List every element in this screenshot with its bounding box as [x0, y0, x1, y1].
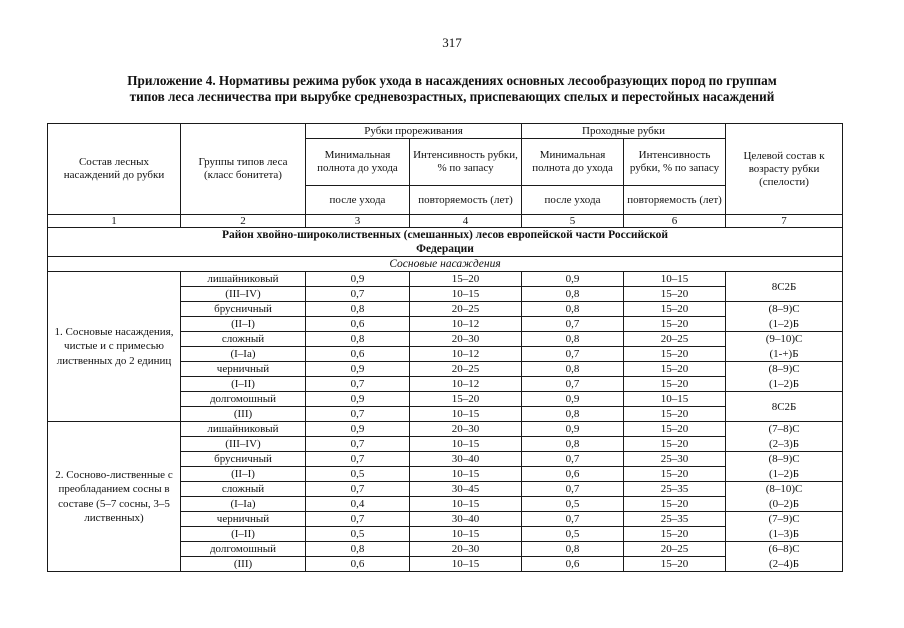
- value-cell: 0,7: [306, 287, 410, 302]
- value-cell: 15–20: [624, 302, 726, 317]
- value-cell: 10–12: [410, 347, 522, 362]
- value-cell: 0,6: [306, 317, 410, 332]
- target-composition: (1–3)Б: [726, 527, 843, 542]
- value-cell: 0,6: [306, 557, 410, 572]
- table-row: [48, 272, 843, 287]
- forest-type-name: долгомошный: [181, 392, 306, 407]
- value-cell: 0,6: [522, 557, 624, 572]
- forest-type-name: лишайниковый: [181, 272, 306, 287]
- value-cell: 15–20: [624, 407, 726, 422]
- value-cell: 15–20: [624, 422, 726, 437]
- value-cell: 0,7: [306, 437, 410, 452]
- header-after-care-thinning: после ухода: [306, 186, 410, 215]
- column-number: 5: [522, 215, 624, 228]
- region-heading: Район хвойно-широколиственных (смешанных) лесов европейской части Российской Федерации: [48, 228, 843, 257]
- value-cell: 10–15: [624, 392, 726, 407]
- target-composition: 8С2Б: [726, 272, 843, 302]
- value-cell: 15–20: [624, 527, 726, 542]
- forest-type-name: лишайниковый: [181, 422, 306, 437]
- value-cell: 10–15: [410, 287, 522, 302]
- title-line-1: Приложение 4. Нормативы режима рубок ухода в насаждениях основных лесообразующих пород по группам: [127, 73, 777, 88]
- value-cell: 0,7: [522, 377, 624, 392]
- value-cell: 15–20: [624, 377, 726, 392]
- column-number: 7: [726, 215, 843, 228]
- target-composition: (1–2)Б: [726, 377, 843, 392]
- page-number: 317: [442, 35, 462, 50]
- value-cell: 0,7: [522, 512, 624, 527]
- value-cell: 20–25: [410, 302, 522, 317]
- value-cell: 0,7: [522, 482, 624, 497]
- value-cell: 0,9: [306, 362, 410, 377]
- target-composition: (1-+)Б: [726, 347, 843, 362]
- subregion-heading: Сосновые насаждения: [48, 257, 843, 272]
- forest-type-name: черничный: [181, 362, 306, 377]
- value-cell: 0,9: [306, 272, 410, 287]
- value-cell: 10–15: [410, 497, 522, 512]
- bonitet-class: (I–Iа): [181, 347, 306, 362]
- value-cell: 10–15: [410, 407, 522, 422]
- value-cell: 0,7: [306, 407, 410, 422]
- value-cell: 15–20: [410, 272, 522, 287]
- header-passing: Проходные рубки: [522, 124, 726, 139]
- value-cell: 0,8: [306, 542, 410, 557]
- value-cell: 20–30: [410, 422, 522, 437]
- value-cell: 10–15: [410, 467, 522, 482]
- target-composition: (2–4)Б: [726, 557, 843, 572]
- bonitet-class: (I–II): [181, 527, 306, 542]
- header-min-density-thinning: Минимальная полнота до ухода: [306, 139, 410, 186]
- value-cell: 0,8: [522, 287, 624, 302]
- value-cell: 15–20: [624, 347, 726, 362]
- bonitet-class: (I–II): [181, 377, 306, 392]
- value-cell: 0,7: [522, 452, 624, 467]
- value-cell: 0,6: [522, 467, 624, 482]
- column-number: 4: [410, 215, 522, 228]
- value-cell: 10–15: [410, 437, 522, 452]
- header-forest-types: Группы типов леса (класс бонитета): [181, 124, 306, 215]
- value-cell: 0,5: [522, 497, 624, 512]
- document-title: [40, 73, 864, 105]
- value-cell: 0,5: [522, 527, 624, 542]
- value-cell: 20–30: [410, 332, 522, 347]
- value-cell: 0,6: [306, 347, 410, 362]
- norms-table: [47, 123, 843, 572]
- group-name-cell: 1. Сосновые насаждения, чистые и с примесью лиственных до 2 единиц: [48, 272, 181, 422]
- value-cell: 30–40: [410, 512, 522, 527]
- value-cell: 20–25: [624, 332, 726, 347]
- bonitet-class: (II–I): [181, 467, 306, 482]
- value-cell: 0,7: [522, 317, 624, 332]
- value-cell: 0,9: [306, 392, 410, 407]
- value-cell: 0,9: [522, 422, 624, 437]
- value-cell: 10–12: [410, 377, 522, 392]
- value-cell: 0,7: [306, 482, 410, 497]
- value-cell: 0,8: [522, 407, 624, 422]
- header-repeat-passing: повторяемость (лет): [624, 186, 726, 215]
- value-cell: 0,8: [306, 302, 410, 317]
- value-cell: 30–40: [410, 452, 522, 467]
- bonitet-class: (III): [181, 557, 306, 572]
- bonitet-class: (III–IV): [181, 287, 306, 302]
- forest-type-name: сложный: [181, 332, 306, 347]
- value-cell: 0,8: [522, 437, 624, 452]
- column-number: 3: [306, 215, 410, 228]
- value-cell: 0,5: [306, 467, 410, 482]
- column-number: 6: [624, 215, 726, 228]
- value-cell: 0,9: [306, 422, 410, 437]
- value-cell: 15–20: [624, 362, 726, 377]
- target-composition: (7–9)С: [726, 512, 843, 527]
- target-composition: (7–8)С: [726, 422, 843, 437]
- value-cell: 0,8: [306, 332, 410, 347]
- header-after-care-passing: после ухода: [522, 186, 624, 215]
- forest-type-name: долгомошный: [181, 542, 306, 557]
- value-cell: 25–35: [624, 482, 726, 497]
- value-cell: 0,7: [306, 512, 410, 527]
- value-cell: 10–15: [410, 557, 522, 572]
- title-line-2: типов леса лесничества при вырубке средневозрастных, приспевающих спелых и перестойных насаждений: [129, 89, 775, 104]
- header-composition: Состав лесных насаждений до рубки: [48, 124, 181, 215]
- target-composition: (8–9)С: [726, 452, 843, 467]
- value-cell: 10–12: [410, 317, 522, 332]
- value-cell: 0,7: [306, 452, 410, 467]
- value-cell: 0,8: [522, 362, 624, 377]
- target-composition: (8–10)С: [726, 482, 843, 497]
- target-composition: (9–10)С: [726, 332, 843, 347]
- group-name-cell: 2. Сосново-лиственные с преобладанием сосны в составе (5–7 сосны, 3–5 лиственных): [48, 422, 181, 572]
- target-composition: (0–2)Б: [726, 497, 843, 512]
- value-cell: 0,8: [522, 542, 624, 557]
- bonitet-class: (I–Iа): [181, 497, 306, 512]
- target-composition: 8С2Б: [726, 392, 843, 422]
- bonitet-class: (II–I): [181, 317, 306, 332]
- forest-type-name: черничный: [181, 512, 306, 527]
- column-number: 2: [181, 215, 306, 228]
- table-row: [48, 422, 843, 437]
- bonitet-class: (III): [181, 407, 306, 422]
- forest-type-name: сложный: [181, 482, 306, 497]
- header-min-density-passing: Минимальная полнота до ухода: [522, 139, 624, 186]
- value-cell: 15–20: [624, 557, 726, 572]
- header-intensity-passing: Интенсивность рубки, % по запасу: [624, 139, 726, 186]
- value-cell: 15–20: [410, 392, 522, 407]
- target-composition: (6–8)С: [726, 542, 843, 557]
- bonitet-class: (III–IV): [181, 437, 306, 452]
- target-composition: (1–2)Б: [726, 317, 843, 332]
- value-cell: 0,5: [306, 527, 410, 542]
- value-cell: 15–20: [624, 437, 726, 452]
- value-cell: 15–20: [624, 467, 726, 482]
- forest-type-name: брусничный: [181, 452, 306, 467]
- value-cell: 0,7: [306, 377, 410, 392]
- target-composition: (8–9)С: [726, 362, 843, 377]
- value-cell: 15–20: [624, 497, 726, 512]
- column-number: 1: [48, 215, 181, 228]
- header-target-composition: Целевой состав к возрасту рубки (спелости): [726, 124, 843, 215]
- value-cell: 0,9: [522, 392, 624, 407]
- target-composition: (8–9)С: [726, 302, 843, 317]
- value-cell: 0,8: [522, 302, 624, 317]
- value-cell: 10–15: [410, 527, 522, 542]
- value-cell: 0,9: [522, 272, 624, 287]
- header-intensity-thinning: Интенсивность рубки, % по запасу: [410, 139, 522, 186]
- value-cell: 15–20: [624, 287, 726, 302]
- value-cell: 10–15: [624, 272, 726, 287]
- value-cell: 20–30: [410, 542, 522, 557]
- value-cell: 25–35: [624, 512, 726, 527]
- header-thinning: Рубки прореживания: [306, 124, 522, 139]
- forest-type-name: брусничный: [181, 302, 306, 317]
- value-cell: 20–25: [624, 542, 726, 557]
- value-cell: 30–45: [410, 482, 522, 497]
- target-composition: (1–2)Б: [726, 467, 843, 482]
- header-repeat-thinning: повторяемость (лет): [410, 186, 522, 215]
- value-cell: 0,8: [522, 332, 624, 347]
- value-cell: 0,4: [306, 497, 410, 512]
- target-composition: (2–3)Б: [726, 437, 843, 452]
- value-cell: 20–25: [410, 362, 522, 377]
- value-cell: 15–20: [624, 317, 726, 332]
- value-cell: 25–30: [624, 452, 726, 467]
- value-cell: 0,7: [522, 347, 624, 362]
